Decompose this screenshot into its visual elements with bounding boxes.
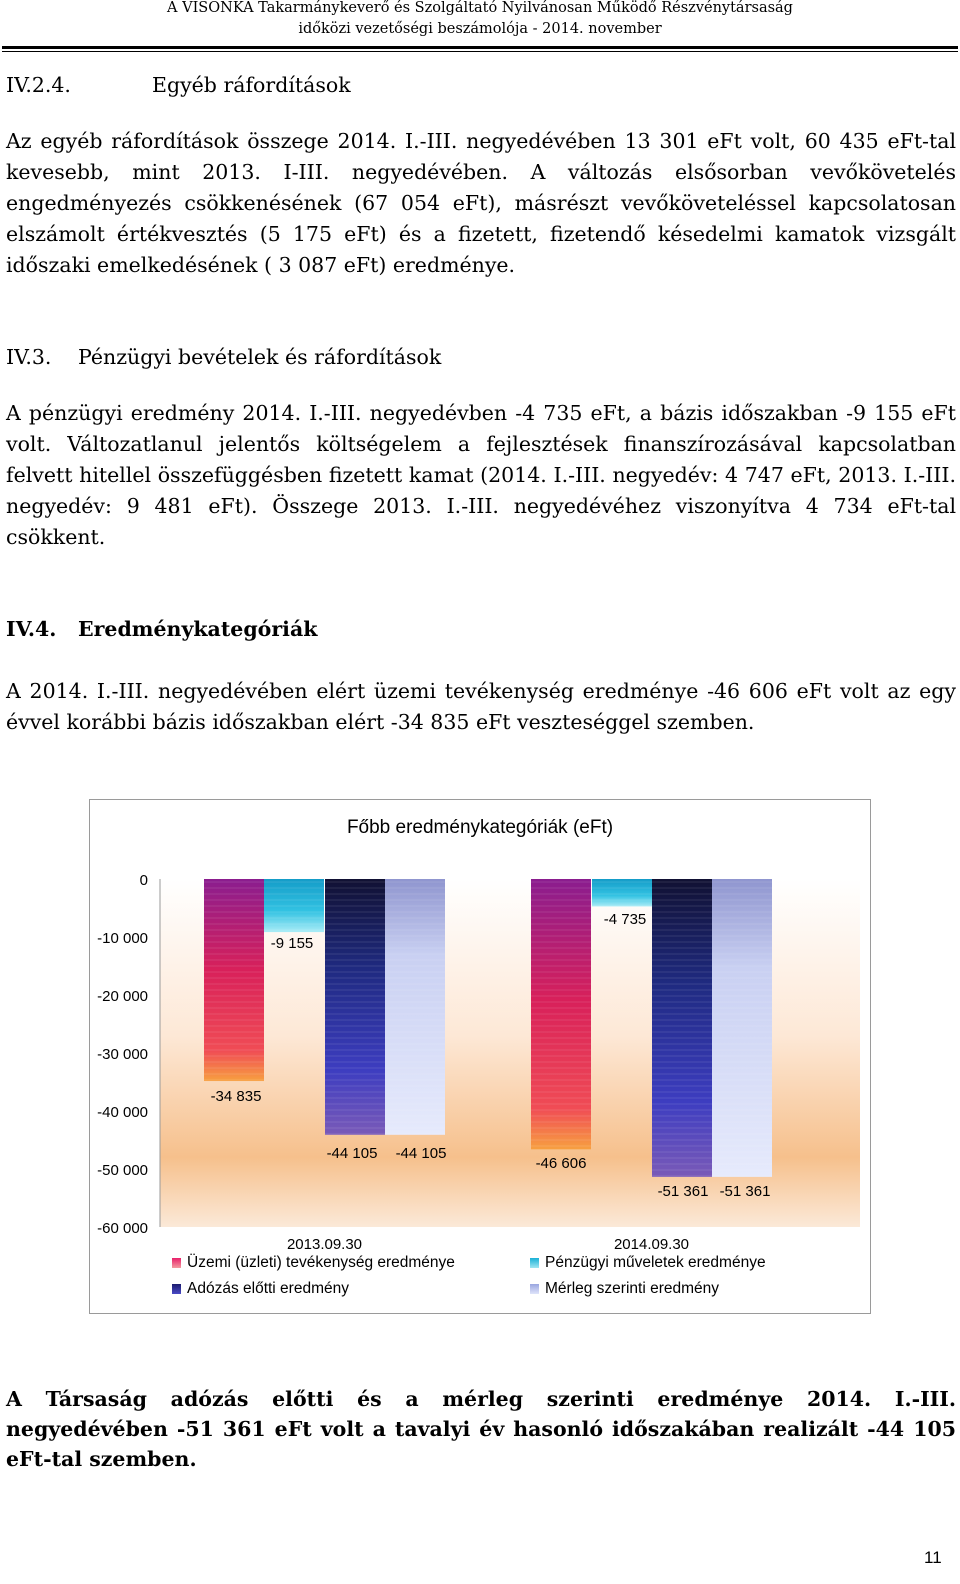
bar-4-1 [385, 879, 445, 1135]
x-tick-label: 2013.09.30 [286, 1236, 363, 1253]
data-label: -44 105 [326, 1145, 378, 1162]
section-3-paragraph: A pénzügyi eredmény 2014. I.-III. negyedévben -4 735 eFt, a bázis időszakban -9 155 eFt volt. Változatlanul jelentős költségelem a fejlesztések finanszírozásával kapcsolatban felvett hitellel összefüggésben fizetett kamat (2014. I.-III. negyedév: 4 747 eFt, 2013. I.-III. negyedév: 9 481 eFt). Összege 2013. I.-III. negyedévéhez viszonyítva 4 734 eFt-tal csökkent. [6, 401, 956, 549]
bar-1-1 [204, 879, 264, 1081]
section-number: IV.3. [6, 345, 52, 369]
legend-label: Üzemi (üzleti) tevékenység eredménye [187, 1254, 455, 1271]
chart-title: Főbb eredménykategóriák (eFt) [346, 817, 614, 838]
data-label: -4 735 [603, 911, 647, 928]
legend-item-net [530, 1280, 719, 1298]
header-rule-thin [2, 51, 958, 52]
section-title: Egyéb ráfordítások [152, 73, 351, 97]
chart-plot [90, 800, 870, 1313]
section-heading-3 [6, 344, 441, 370]
data-label: -9 155 [270, 935, 314, 952]
data-label: -46 606 [535, 1155, 587, 1172]
conclusion-paragraph: A Társaság adózás előtti és a mérleg szerinti eredménye 2014. I.-III. negyedévében -51 361 eFt volt a tavalyi év hasonló időszakában realizált -44 105 eFt-tal szemben. [6, 1387, 956, 1471]
data-label: -34 835 [210, 1088, 262, 1105]
y-tick-label: -20 000 [97, 988, 148, 1005]
section-title: Pénzügyi bevételek és ráfordítások [78, 345, 442, 369]
y-tick-label: -40 000 [97, 1104, 148, 1121]
y-tick-label: -10 000 [97, 930, 148, 947]
section-heading-4 [6, 616, 317, 642]
bar-3-1 [325, 879, 385, 1135]
legend-swatch-net [530, 1284, 539, 1294]
bar-2-2 [592, 879, 652, 906]
y-tick-label: -60 000 [97, 1220, 148, 1237]
header-company-line: A VISONKA Takarmánykeverő és Szolgáltató Nyilvánosan Működő Részvénytársaság [167, 0, 793, 16]
legend-swatch-pretax [172, 1284, 181, 1294]
data-label: -51 361 [657, 1183, 709, 1200]
legend-swatch-operating [172, 1258, 181, 1268]
legend-label: Pénzügyi műveletek eredménye [545, 1254, 766, 1271]
header-report-line: időközi vezetőségi beszámolója - 2014. november [298, 21, 662, 37]
header-rule [2, 46, 958, 49]
legend-item-financial [530, 1254, 766, 1272]
legend-label: Mérleg szerinti eredmény [545, 1280, 720, 1297]
legend-swatch-financial [530, 1258, 539, 1268]
legend-label: Adózás előtti eredmény [187, 1280, 349, 1297]
section-4-paragraph: A 2014. I.-III. negyedévében elért üzemi tevékenység eredménye -46 606 eFt volt az egy évvel korábbi bázis időszakban elért -34 835 eFt veszteséggel szemben. [6, 679, 956, 734]
y-tick-label: -50 000 [97, 1162, 148, 1179]
section-heading-242 [6, 72, 351, 98]
page-number: 11 [924, 1548, 942, 1567]
results-chart [89, 799, 871, 1314]
section-242-paragraph: Az egyéb ráfordítások összege 2014. I.-III. negyedévében 13 301 eFt volt, 60 435 eFt-tal kevesebb, mint 2013. I-III. negyedévében. A változás elsősorban vevőkövetelés engedményezés csökkenésének (67 054 eFt), másrészt vevőköveteléssel kapcsolatosan elszámolt értékvesztés (5 175 eFt) és a fizetett, fizetendő késedelmi kamatok vizsgált időszaki emelkedésének ( 3 087 eFt) eredménye. [6, 129, 956, 277]
section-number: IV.2.4. [6, 73, 71, 97]
x-tick-label: 2014.09.30 [613, 1236, 690, 1253]
y-tick-label: -30 000 [97, 1046, 148, 1063]
section-title: Eredménykategóriák [78, 617, 318, 641]
legend-item-pretax [172, 1280, 349, 1298]
data-label: -44 105 [395, 1145, 447, 1162]
y-tick-label: 0 [139, 872, 148, 889]
legend-item-operating [172, 1254, 455, 1272]
data-label: -51 361 [719, 1183, 771, 1200]
section-number: IV.4. [6, 617, 57, 641]
